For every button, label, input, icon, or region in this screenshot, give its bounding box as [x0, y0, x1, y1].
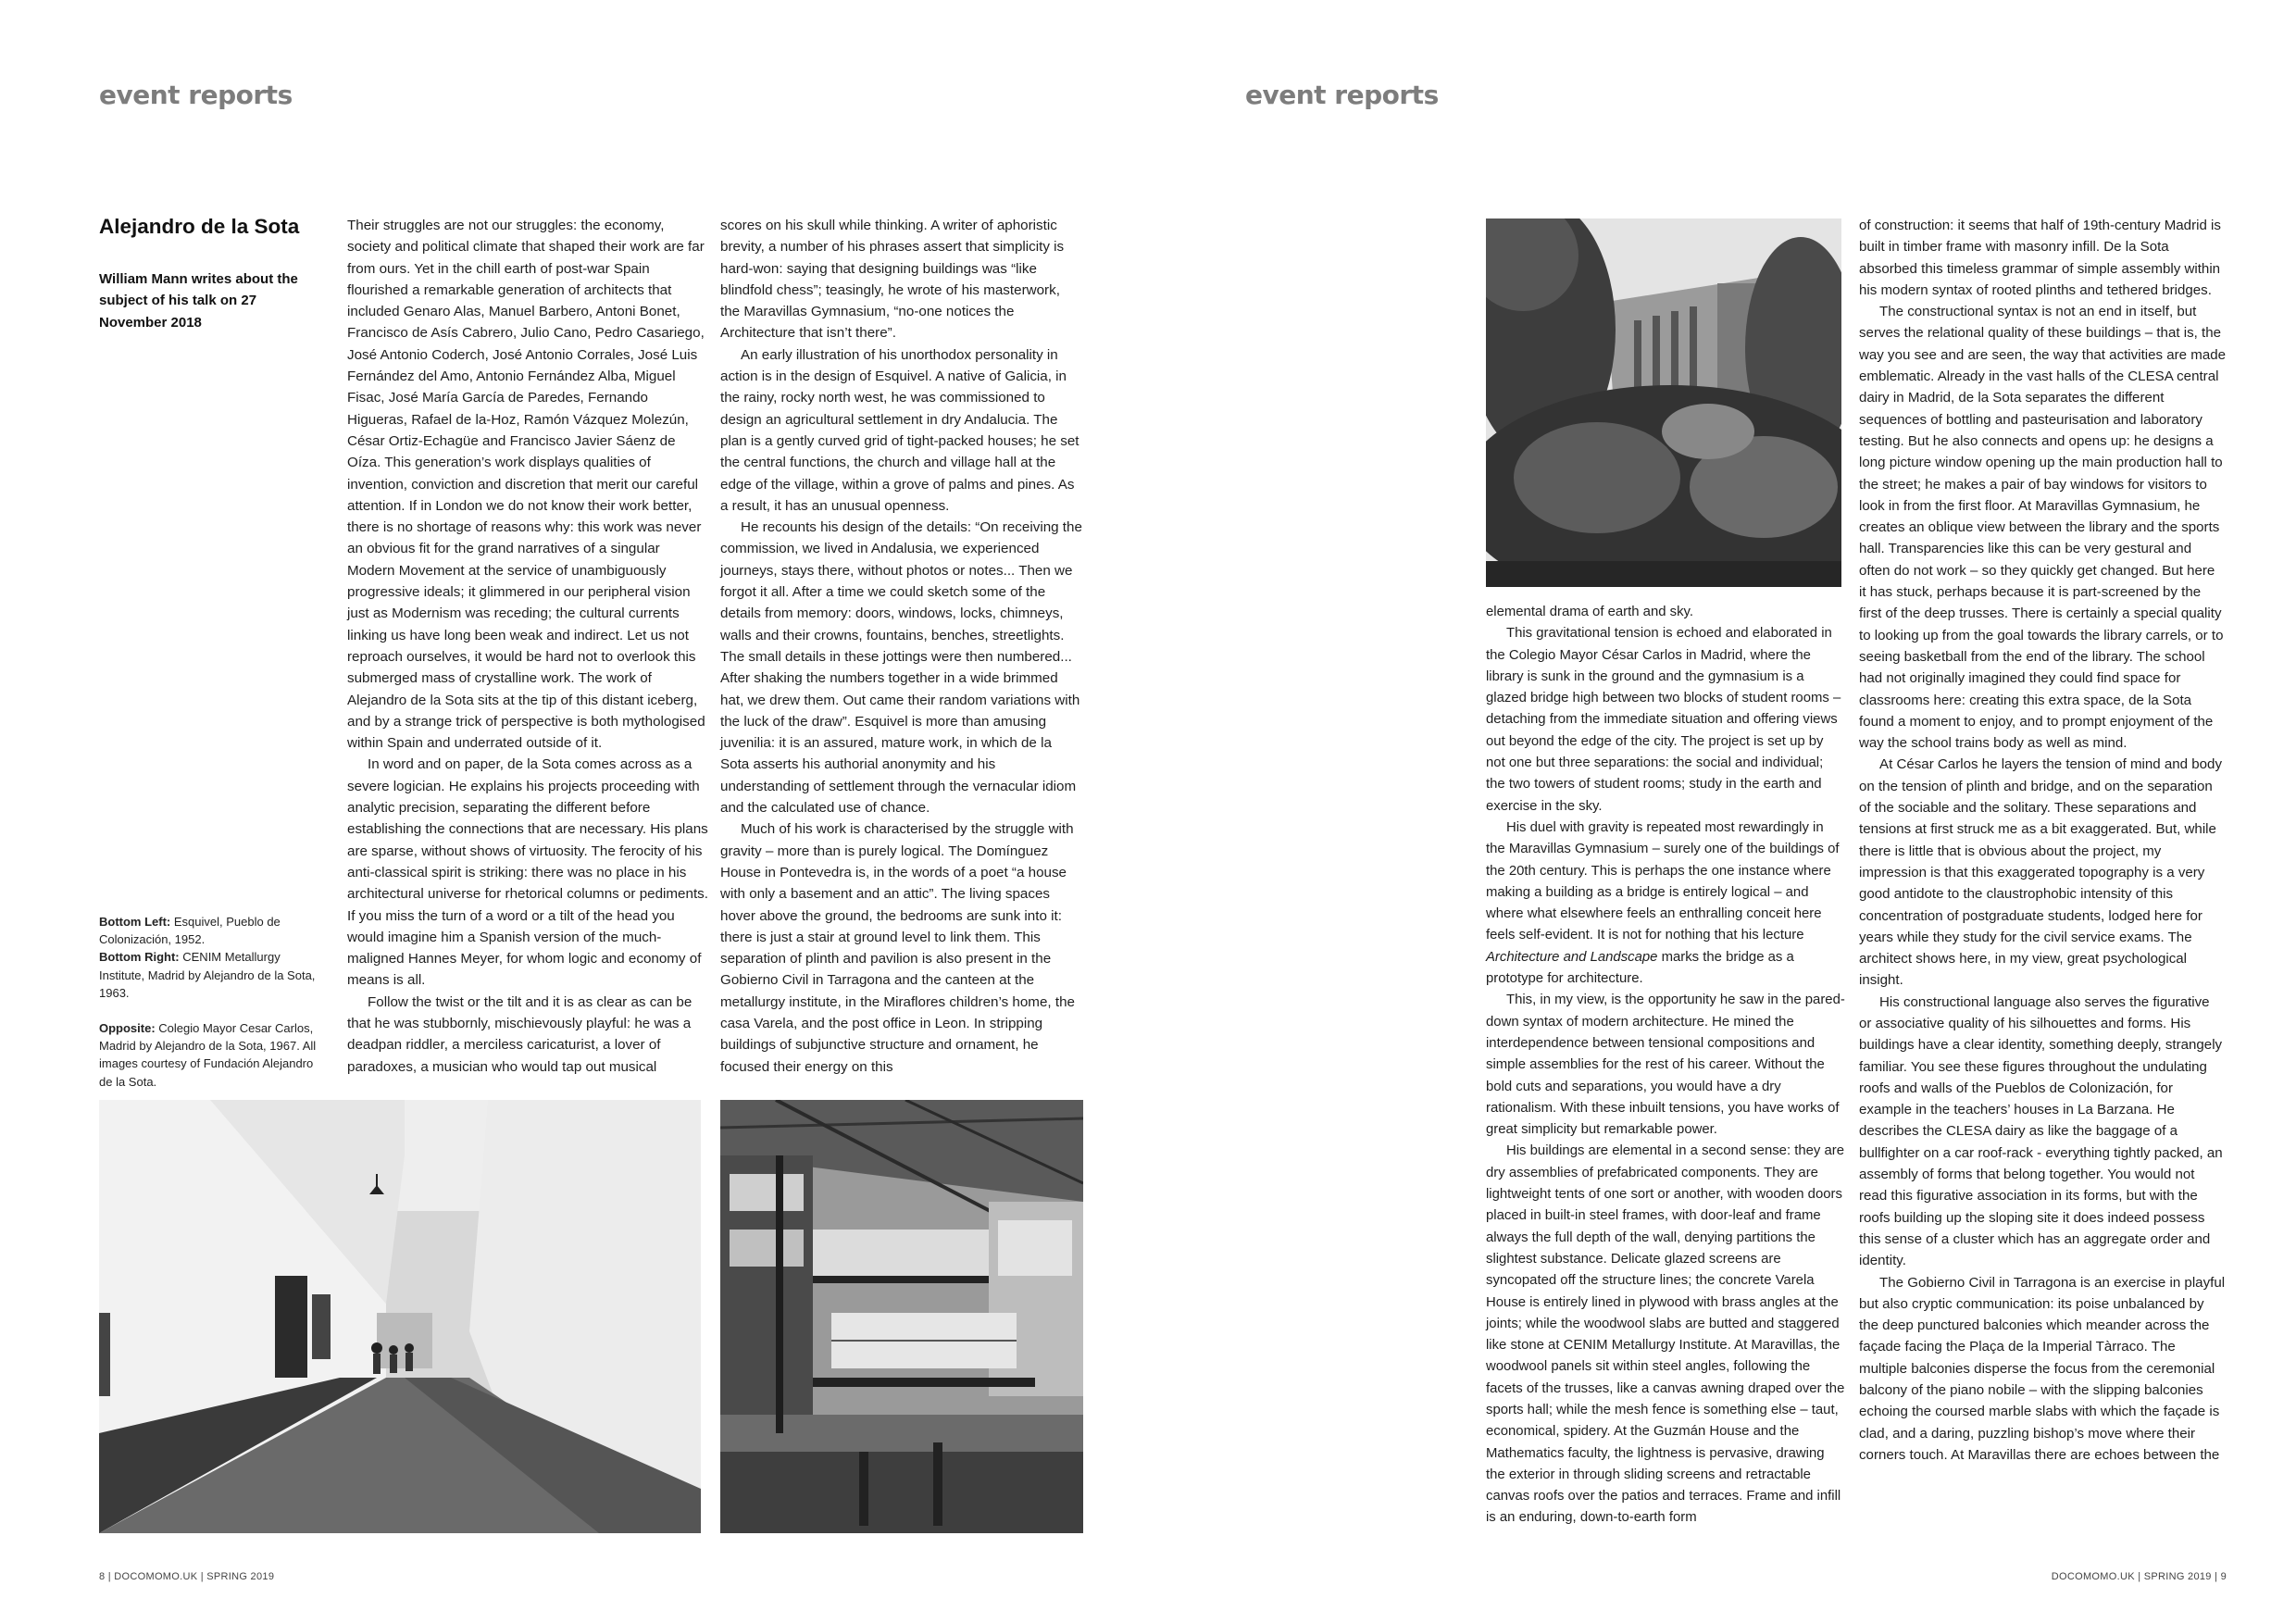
paragraph-text: marks the bridge as a prototype for architecture. [1486, 949, 1794, 987]
body-column-3 [1486, 602, 1845, 1529]
street-scene-image [99, 1100, 701, 1533]
building-trees-image [1486, 218, 1841, 587]
page-footer: DOCOMOMO.UK | SPRING 2019 | 9 [2051, 1571, 2227, 1582]
caption-bottom-left [99, 913, 326, 1002]
paragraph: This gravitational tension is echoed and elaborated in the Colegio Mayor César Carlos in Madrid, where the library is sunk in the ground and the gymnasium is a glazed bridge high between two blocks of student rooms – detaching from the immediate situation and offering views out beyond the edge of the city. The project is set up by not one but three separations: the social and individual; the two towers of student rooms; study in the earth and exercise in the sky. [1486, 626, 1841, 814]
paragraph: The Gobierno Civil in Tarragona is an exercise in playful but also cryptic communication: its poise unbalanced by the deep punctured balconies which meander across the façade facing the Plaça de la Imperial Tàrraco. The multiple balconies disperse the focus from the ceremonial balcony of the piano nobile – with the slipping balconies echoing the coursed marble slabs with which the façade is clad, and a daring, puzzling bishop’s move where their corners touch. At Maravillas there are echoes between the [1859, 1274, 2226, 1463]
caption-label: Bottom Right: [99, 950, 180, 965]
caption-label: Bottom Left: [99, 915, 171, 929]
photo-colegio-mayor [1486, 218, 1841, 587]
paragraph-text: His duel with gravity is repeated most rewardingly in the Maravillas Gymnasium – surely one of the buildings of the 20th century. This is perhaps the one instance where making a building as a bridge is entirely logical – and where what elsewhere feels an enthralling conceit here feels self-evident. It is not for nothing that his lecture [1486, 819, 1840, 943]
section-header: event reports [99, 80, 293, 110]
section-header: event reports [1245, 80, 1439, 110]
caption-text: Esquivel, Pueblo de Colonización, 1952. [99, 915, 281, 947]
paragraph: elemental drama of earth and sky. [1486, 605, 1694, 619]
industrial-hall-image [720, 1100, 1083, 1533]
photo-cenim-interior [720, 1100, 1083, 1533]
paragraph: Much of his work is characterised by the struggle with gravity – more than is purely logical. The Domínguez House in Pontevedra is, in the words of a poet “a house with only a basement and an attic”. The living spaces hover above the ground, the bedrooms are sunk into it: there is just a stair at ground level to link them. This separation of plinth and pavilion is also present in the Gobierno Civil in Tarragona and the canteen at the metallurgy institute, in the Miraflores children’s home, the casa Varela, and the post office in Leon. In stripping buildings of subjunctive structure and ornament, he focused their energy on this [720, 821, 1075, 1075]
image-captions [99, 913, 326, 1108]
paragraph: The constructional syntax is not an end in itself, but serves the relational quality of these buildings – that is, the way you see and are seen, the way that activities are made emblematic. Already in the vast halls of the CLESA central dairy in Madrid, de la Sota separates the different sequences of bottling and pasteurisation and laboratory testing. But he also connects and opens up: he designs a long picture window opening up the main production hall to the street; he makes a pair of bay windows for visitors to look in from the first floor. At Maravillas Gymnasium, he creates an oblique view between the library and the sports hall. Transparencies like this can be very gestural and often do not work – so they quickly get changed. But here it has stuck, perhaps because it is part-screened by the first of the deep trusses. There is certainly a special quality to looking up from the goal towards the library carrels, or to seeing basketball from the end of the library. The school had not originally imagined they could find space for classrooms here: creating this extra space, de la Sota found a moment to enjoy, and to prompt enjoyment of the way the school trains body as well as mind. [1859, 304, 2227, 752]
lecture-title: Architecture and Landscape [1486, 949, 1658, 965]
body-column-2 [720, 215, 1083, 1078]
caption-label: Opposite: [99, 1021, 156, 1036]
body-column-4 [1859, 215, 2226, 1466]
paragraph: He recounts his design of the details: “On receiving the commission, we lived in Andalusia, we experienced journeys, stays there, without photos or notes... Then we forgot it all. After a time we could sketch some of the details from memory: doors, windows, locks, chimneys, walls and their crowns, fountains, benches, streetlights. The small details in these jottings were then numbered... After shaking the numbers together in a wide brimmed hat, we drew them. Out came their random variations with the luck of the draw”. Esquivel is more than amusing juvenilia: it is an assured, mature work, in which de la Sota asserts his authorial anonymity and his understanding of settlement through the vernacular idiom and the calculated use of chance. [720, 519, 1082, 817]
paragraph: His buildings are elemental in a second sense: they are dry assemblies of prefabricated components. They are lightweight tents of one sort or another, with wooden doors placed in built-in steel frames, with door-leaf and frame always the full depth of the wall, denying partitions the slightest substance. Delicate glazed screens are syncopated off the structure lines; the concrete Varela House is entirely lined in plywood with brass angles at the joints; while the woodwool slabs are butted and staggered like stone at CENIM Metallurgy Institute. At Maravillas, the woodwool panels sit within steel angles, following the facets of the trusses, like a canvas awning draped over the sports hall; while the mesh fence is something else – taut, economical, spidery. At the Guzmán House and the Mathematics faculty, the lightness is pervasive, drawing the exterior in through sliding screens and retractable canvas roofs over the patios and terraces. Frame and infill is an enduring, down-to-earth form [1486, 1143, 1845, 1526]
paragraph: Follow the twist or the tilt and it is as clear as can be that he was stubbornly, mischievously playful: he was a deadpan riddler, a merciless caricaturist, a lover of paradoxes, a musician who would tap out musical [347, 993, 693, 1075]
paragraph: of construction: it seems that half of 19th-century Madrid is built in timber frame with masonry infill. De la Sota absorbed this timeless grammar of simple assembly within his modern syntax of rooted plinths and tethered bridges. [1859, 218, 2221, 298]
paragraph: An early illustration of his unorthodox personality in action is in the design of Esquivel. A native of Galicia, in the rainy, rocky north west, he was commissioned to design an agricultural settlement in dry Andalucia. The plan is a gently curved grid of tight-packed houses; he set the central functions, the church and village hall at the edge of the village, within a grove of palms and pines. As a result, it has an unusual openness. [720, 346, 1079, 514]
paragraph: This, in my view, is the opportunity he saw in the pared-down syntax of modern architecture. He mined the interdependence between tensional compositions and simple assemblies for the rest of his career. Without the bold cuts and separations, you would have a dry rationalism. With these inbuilt tensions, you have works of great simplicity but remarkable power. [1486, 993, 1845, 1138]
caption-text: CENIM Metallurgy Institute, Madrid by Alejandro de la Sota, 1963. [99, 950, 316, 1000]
caption-opposite [99, 1019, 326, 1091]
page-footer: 8 | DOCOMOMO.UK | SPRING 2019 [99, 1571, 275, 1582]
byline: William Mann writes about the subject of his talk on 27 November 2018 [99, 271, 298, 331]
caption-text: Colegio Mayor Cesar Carlos, Madrid by Alejandro de la Sota, 1967. All images courtesy of Fundación Alejandro de la Sota. [99, 1021, 317, 1089]
paragraph: At César Carlos he layers the tension of mind and body on the tension of plinth and bridge, and on the separation of the sociable and the solitary. These separations and tensions at first struck me as a bit exaggerated. But, while there is little that is obvious about the project, my impression is that this exaggerated topography is a very good antidote to the claustrophobic intensity of this concentration of postgraduate students, lodged here for years while they study for the civil service exams. The architect shows here, in my view, great psychological insight. [1859, 756, 2222, 989]
photo-esquivel-street [99, 1100, 701, 1533]
paragraph: His constructional language also serves the figurative or associative quality of his silhouettes and forms. His buildings have a clear identity, something deeply, strangely familiar. You see these figures throughout the undulating roofs and walls of the Pueblos de Colonización, for example in the teachers’ houses in La Barzana. He describes the CLESA dairy as like the baggage of a bullfighter on a car roof-rack - everything tightly packed, an assembly of forms that belong together. You would not read this figurative association in its forms, but with the roofs building up the sloping site it does indeed possess this sense of a cluster which has an aggregate order and identity. [1859, 993, 2223, 1269]
paragraph: In word and on paper, de la Sota comes across as a severe logician. He explains his projects proceeding with analytic precision, separating the different before establishing the connections that are necessary. His plans are sparse, without shows of virtuosity. The ferocity of his anti-classical spirit is striking: there was no place in his architectural universe for rhetorical columns or pediments. If you miss the turn of a word or a tilt of the head you would imagine him a Spanish version of the much-maligned Hannes Meyer, for whom logic and economy of means is all. [347, 756, 708, 989]
body-column-1 [347, 215, 710, 1078]
article-title: Alejandro de la Sota [99, 215, 300, 238]
paragraph: scores on his skull while thinking. A writer of aphoristic brevity, a number of his phrases assert that simplicity is hard-won: saying that designing buildings was “like blindfold chess”; teasingly, he wrote of his masterwork, the Maravillas Gymnasium, “no-one notices the Architecture that isn’t there”. [720, 218, 1065, 342]
right-page [1148, 0, 2296, 1623]
paragraph: Their struggles are not our struggles: the economy, society and political climate that shaped their work are far from ours. Yet in the chill earth of post-war Spain flourished a remarkable generation of architects that included Genaro Alas, Manuel Barbero, Antoni Bonet, Francisco de Asís Cabrero, Julio Cano, Pedro Casariego, José Antonio Coderch, José Antonio Corrales, José Luis Fernández del Amo, Antonio Fernández Alba, Miguel Fisac, José María García de Paredes, Fernando Higueras, Rafael de la-Hoz, Ramón Vázquez Molezún, César Ortiz-Echagüe and Francisco Javier Sáenz de Oíza. This generation’s work displays qualities of invention, conviction and discretion that merit our careful attention. If in London we do not know their work better, there is no shortage of reasons why: this work was never an obvious fit for the grand narratives of a singular Modern Movement at the service of unambiguously progressive ideals; it glimmered in our peripheral vision just as Modernism was receding; the cultural currents linking us have long been weak and indirect. Let us not reproach ourselves, it would be hard not to overlook this submerged mass of crystalline work. The work of Alejandro de la Sota sits at the tip of this distant iceberg, and by a strange trick of perspective is both mythologised within Spain and underrated outside of it. [347, 218, 705, 752]
paragraph [1486, 818, 1845, 990]
